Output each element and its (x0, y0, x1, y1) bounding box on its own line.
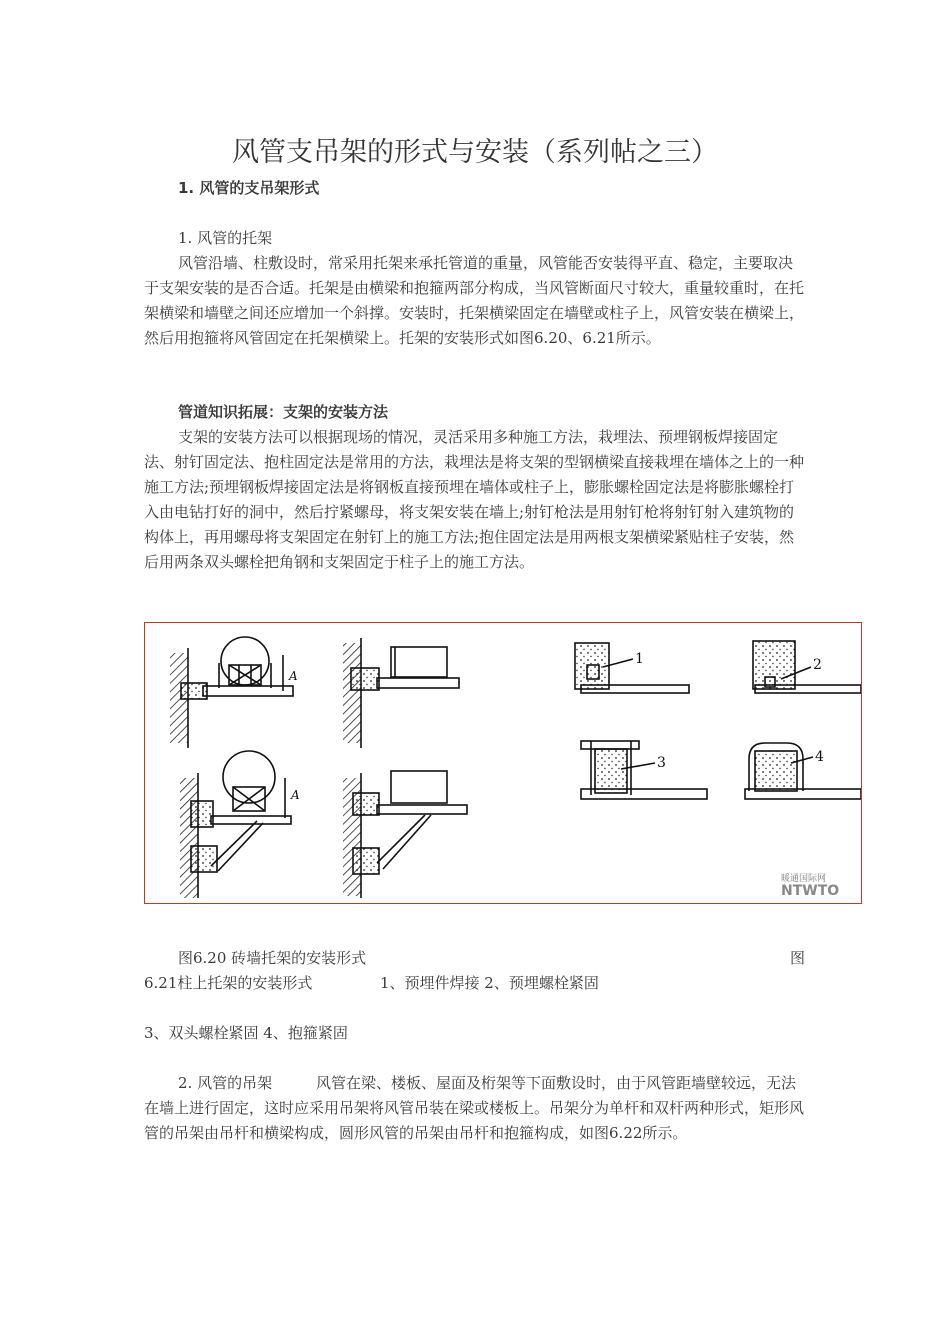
column-bracket-4 (745, 743, 861, 799)
figure-caption-items-1: 1、预埋件焊接 2、预埋螺栓紧固 (380, 974, 599, 992)
figure-caption-6-21-prefix: 图 (790, 949, 806, 967)
figure-caption-6-20: 图6.20 砖墙托架的安装形式 (178, 949, 367, 967)
dimension-a-label-bottom: A (291, 788, 300, 802)
dimension-a-label-top: A (289, 669, 298, 683)
paragraph-install-methods: 支架的安装方法可以根据现场的情况，灵活采用多种施工方法，栽埋法、预埋钢板焊接固定法、射钉固定法、抱柱固定法是常用的方法，栽埋法是将支架的型钢横梁直接栽埋在墙体之上的一种施工方法;预埋钢板焊接固定法是将钢板直接预埋在墙体或柱子上，膨胀螺栓固定法是将膨胀螺栓打入由电钻打好的洞中，然后拧紧螺母，将支架安装在墙上;射钉枪法是用射钉枪将射钉射入建筑物的构体上，再用螺母将支架固定在射钉上的施工方法;抱住固定法是用两根支架横梁紧贴柱子安装，然后用两条双头螺栓把角钢和支架固定于柱子上的施工方法。 (144, 428, 805, 571)
label-2: 2 (813, 657, 822, 673)
section-heading-2: 管道知识拓展：支架的安装方法 (178, 403, 389, 421)
label-3: 3 (657, 755, 666, 771)
bracket-figure (144, 622, 862, 904)
watermark-cn: 暖通国际网 (781, 874, 827, 884)
column-bracket-2 (753, 641, 861, 693)
column-bracket-3 (581, 741, 707, 799)
wall-rect-duct-brace (343, 771, 467, 898)
watermark-en: NTWTO (781, 883, 840, 899)
column-bracket-1 (575, 643, 689, 693)
paragraph-hanger: 风管在梁、楼板、屋面及桁架等下面敷设时，由于风管距墙壁较远，无法在墙上进行固定，这时应采用吊架将风管吊装在梁或楼板上。吊架分为单杆和双杆两种形式，矩形风管的吊架由吊杆和横梁构成，圆形风管的吊架由吊杆和抱箍构成，如图6.22所示。 (144, 1074, 805, 1142)
label-1: 1 (635, 651, 644, 667)
bracket-drawing (145, 623, 861, 903)
wall-rect-duct-bracket (343, 638, 459, 748)
wall-round-duct-bracket (170, 637, 293, 748)
section-heading-1: 1. 风管的支吊架形式 (178, 179, 320, 197)
wall-round-duct-brace (180, 751, 291, 898)
subheading-bracket: 1. 风管的托架 (178, 229, 273, 247)
label-4: 4 (815, 749, 824, 765)
paragraph-bracket: 风管沿墙、柱敷设时，常采用托架来承托管道的重量，风管能否安装得平直、稳定，主要取决于支架安装的是否合适。托架是由横梁和抱箍两部分构成，当风管断面尺寸较大，重量较重时，在托架横梁和墙壁之间还应增加一个斜撑。安装时，托架横梁固定在墙壁或柱子上，风管安装在横梁上，然后用抱箍将风管固定在托架横梁上。托架的安装形式如图6.20、6.21所示。 (144, 254, 805, 347)
figure-caption-6-21: 6.21柱上托架的安装形式 (144, 974, 313, 992)
subheading-hanger: 2. 风管的吊架 (178, 1074, 273, 1092)
figure-caption-items-2: 3、双头螺栓紧固 4、抱箍紧固 (144, 1024, 348, 1042)
page-title: 风管支吊架的形式与安装（系列帖之三） (232, 137, 718, 168)
